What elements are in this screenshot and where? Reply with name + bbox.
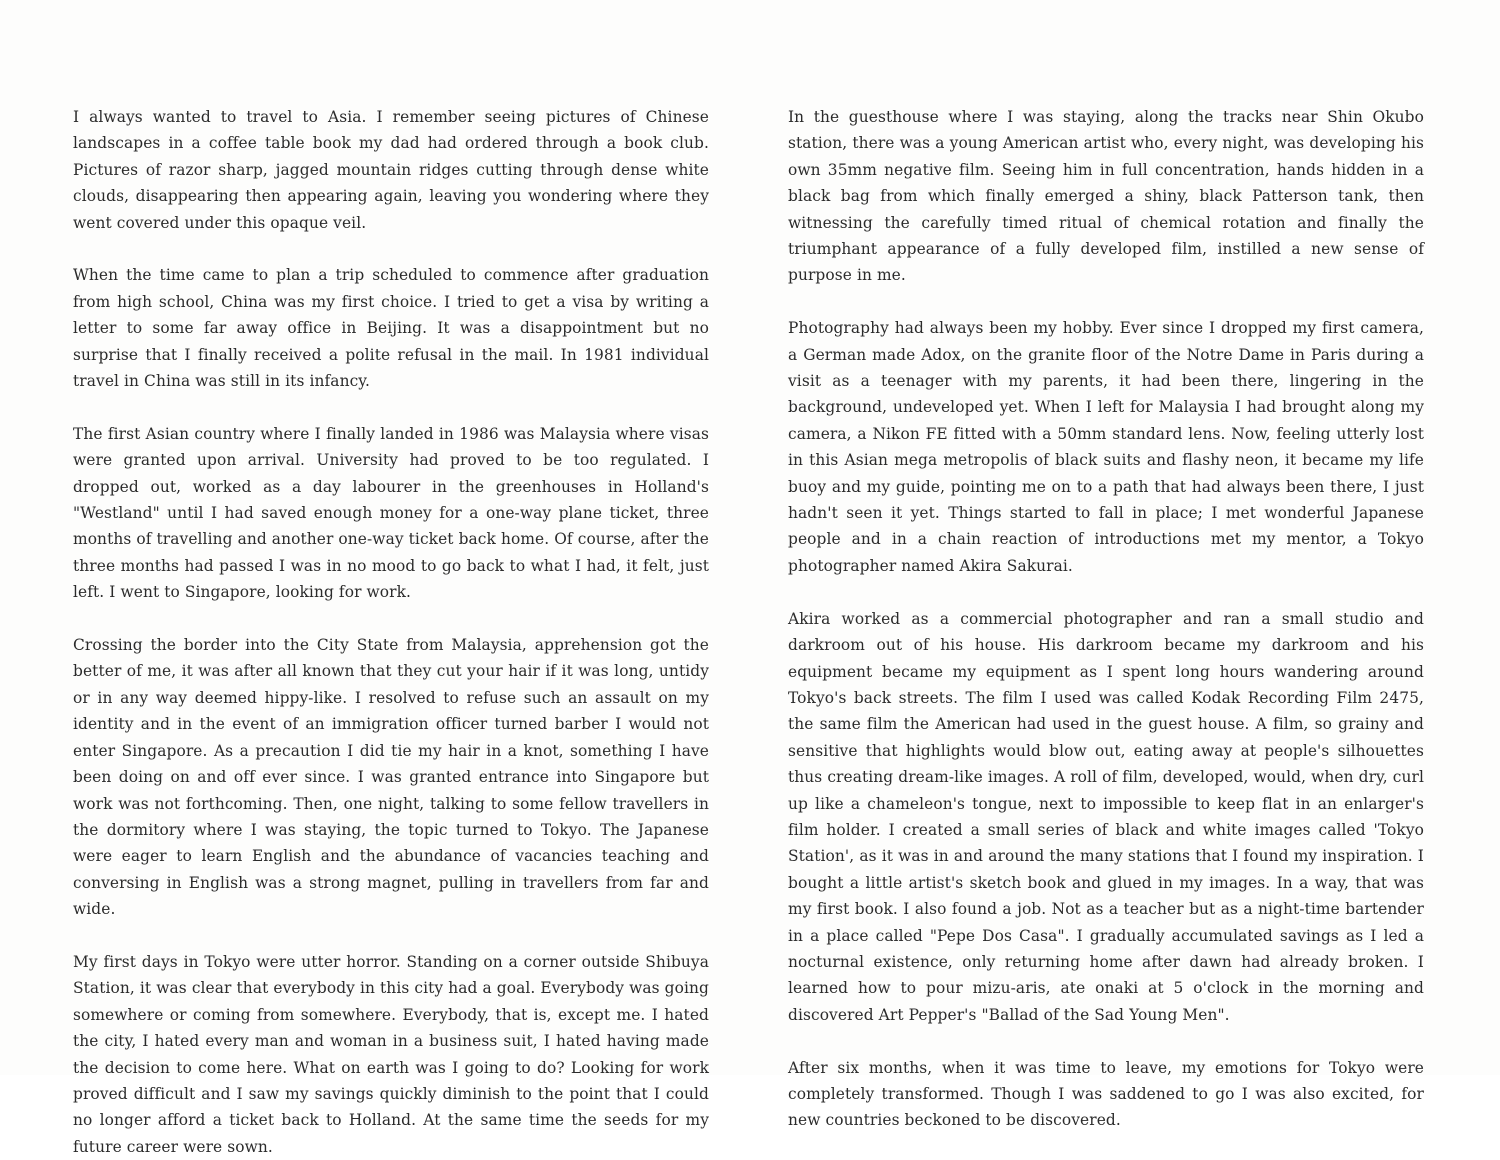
right-page — [788, 104, 1424, 1134]
left-paragraph-4: Crossing the border into the City State from Malaysia, apprehension got the better of me, it was after all known that they cut your hair if it was long, untidy or in any way deemed hippy-like. I resolved to refuse such an assault on my identity and in the event of an immigration officer turned barber I would not enter Singapore. As a precaution I did tie my hair in a knot, something I have been doing on and off ever since. I was granted entrance into Singapore but work was not forthcoming. Then, one night, talking to some fellow travellers in the dormitory where I was staying, the topic turned to Tokyo. The Japanese were eager to learn English and the abundance of vacancies teaching and conversing in English was a strong magnet, pulling in travellers from far and wide. — [73, 636, 709, 919]
left-paragraph-5: My first days in Tokyo were utter horror. Standing on a corner outside Shibuya Station, it was clear that everybody in this city had a goal. Everybody was going somewhere or coming from somewhere. Everybody, that is, except me. I hated the city, I hated every man and woman in a business suit, I hated having made the decision to come here. What on earth was I going to do? Looking for work proved difficult and I saw my savings quickly diminish to the point that I could no longer afford a ticket back to Holland. At the same time the seeds for my future career were sown. — [73, 952, 709, 1156]
right-paragraph-4: After six months, when it was time to leave, my emotions for Tokyo were completely transformed. Though I was saddened to go I was also excited, for new countries beckoned to be discovered. — [788, 1058, 1424, 1130]
left-page — [73, 104, 709, 1160]
right-paragraph-3: Akira worked as a commercial photographer and ran a small studio and darkroom out of his house. His darkroom became my darkroom and his equipment became my equipment as I spent long hours wandering around Tokyo's back streets. The film I used was called Kodak Recording Film 2475, the same film the American had used in the guest house. A film, so grainy and sensitive that highlights would blow out, eating away at people's silhouettes thus creating dream-like images. A roll of film, developed, would, when dry, curl up like a chameleon's tongue, next to impossible to keep flat in an enlarger's film holder. I created a small series of black and white images called 'Tokyo Station', as it was in and around the many stations that I found my inspiration. I bought a little artist's sketch book and glued in my images. In a way, that was my first book. I also found a job. Not as a teacher but as a night-time bartender in a place called "Pepe Dos Casa". I gradually accumulated savings as I led a nocturnal existence, only returning home after dawn had already broken. I learned how to pour mizu-aris, ate onaki at 5 o'clock in the morning and discovered Art Pepper's "Ballad of the Sad Young Men". — [788, 609, 1424, 1024]
right-paragraph-2: Photography had always been my hobby. Ever since I dropped my first camera, a German made Adox, on the granite floor of the Notre Dame in Paris during a visit as a teenager with my parents, it had been there, lingering in the background, undeveloped yet. When I left for Malaysia I had brought along my camera, a Nikon FE fitted with a 50mm standard lens. Now, feeling utterly lost in this Asian mega metropolis of black suits and flashy neon, it became my life buoy and my guide, pointing me on to a path that had always been there, I just hadn't seen it yet. Things started to fall in place; I met wonderful Japanese people and in a chain reaction of introductions met my mentor, a Tokyo photographer named Akira Sakurai. — [788, 319, 1424, 575]
left-paragraph-1: I always wanted to travel to Asia. I remember seeing pictures of Chinese landscapes in a coffee table book my dad had ordered through a book club. Pictures of razor sharp, jagged mountain ridges cutting through dense white clouds, disappearing then appearing again, leaving you wondering where they went covered under this opaque veil. — [73, 108, 709, 232]
left-paragraph-3: The first Asian country where I finally landed in 1986 was Malaysia where visas were granted upon arrival. University had proved to be too regulated. I dropped out, worked as a day labourer in the greenhouses in Holland's "Westland" until I had saved enough money for a one-way plane ticket, three months of travelling and another one-way ticket back home. Of course, after the three months had passed I was in no mood to go back to what I had, it felt, just left. I went to Singapore, looking for work. — [73, 424, 709, 602]
left-paragraph-2: When the time came to plan a trip scheduled to commence after graduation from high school, China was my first choice. I tried to get a visa by writing a letter to some far away office in Beijing. It was a disappointment but no surprise that I finally received a polite refusal in the mail. In 1981 individual travel in China was still in its infancy. — [73, 266, 709, 391]
right-paragraph-1: In the guesthouse where I was staying, along the tracks near Shin Okubo station, there was a young American artist who, every night, was developing his own 35mm negative film. Seeing him in full concentration, hands hidden in a black bag from which finally emerged a shiny, black Patterson tank, then witnessing the carefully timed ritual of chemical rotation and finally the triumphant appearance of a fully developed film, instilled a new sense of purpose in me. — [788, 108, 1424, 285]
